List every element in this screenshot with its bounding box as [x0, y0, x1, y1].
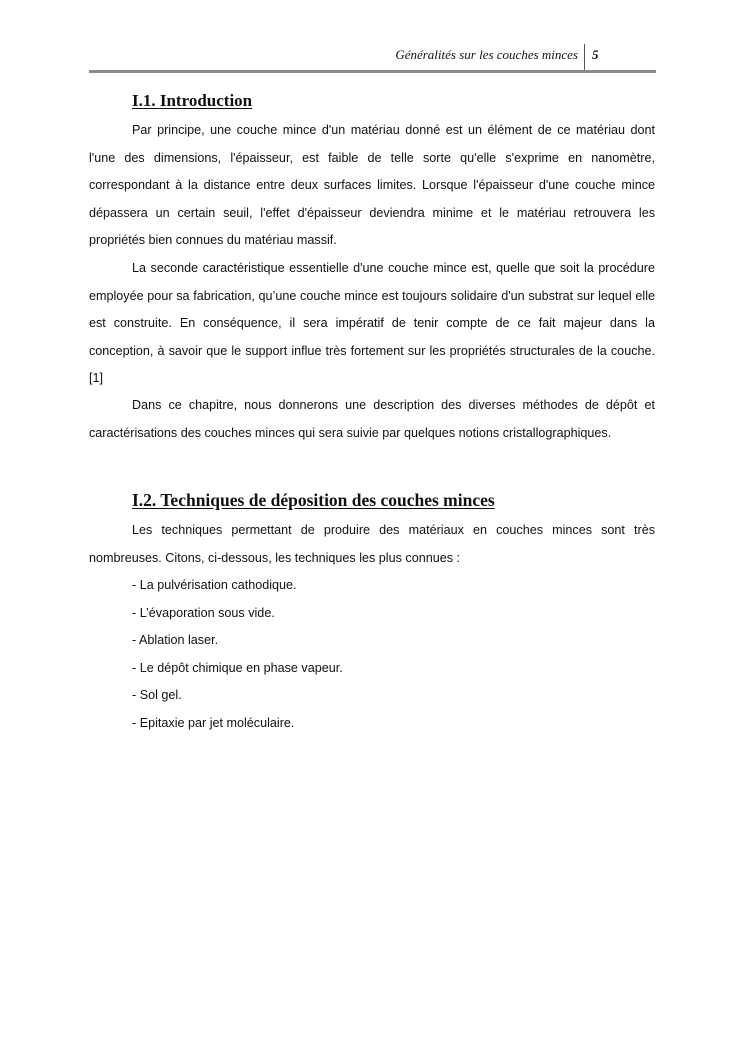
- header-separator: [584, 44, 585, 71]
- list-item: - Sol gel.: [132, 688, 182, 702]
- header-title: Généralités sur les couches minces: [395, 47, 578, 62]
- list-item: - Ablation laser.: [132, 633, 219, 647]
- list-item: - La pulvérisation cathodique.: [132, 578, 297, 592]
- list-item: - Le dépôt chimique en phase vapeur.: [132, 660, 343, 675]
- header-rule: [89, 70, 656, 73]
- paragraph: Par principe, une couche mince d'un matériau donné est un élément de ce matériau dont l'une des dimensions, l'épaisseur, est faible de telle sorte qu'elle s'exprime en nanomètre, correspondant à la distance entre deux surfaces limites. Lorsque l'épaisseur d'une couche mince dépassera un certain seuil, l'effet d'épaisseur deviendra minime et le matériau retrouvera les propriétés bien connues du matériau massif.: [89, 123, 655, 248]
- section-heading-techniques: I.2. Techniques de déposition des couches minces: [132, 490, 495, 510]
- paragraph: La seconde caractéristique essentielle d'une couche mince est, quelle que soit la procédure employée pour sa fabrication, qu’une couche mince est toujours solidaire d'un substrat sur lequel elle est construite. En conséquence, il sera impératif de tenir compte de ce fait majeur dans la conception, à savoir que le support influe très fortement sur les propriétés structurales de la couche. [1]: [89, 261, 655, 386]
- list-item: - L’évaporation sous vide.: [132, 605, 275, 620]
- section-heading-introduction: I.1. Introduction: [132, 91, 253, 110]
- paragraph: Les techniques permettant de produire des matériaux en couches minces sont très nombreuses. Citons, ci-dessous, les techniques les plus connues :: [89, 523, 655, 565]
- list-item: - Epitaxie par jet moléculaire.: [132, 715, 295, 730]
- paragraph: Dans ce chapitre, nous donnerons une description des diverses méthodes de dépôt et caractérisations des couches minces qui sera suivie par quelques notions cristallographiques.: [89, 398, 655, 440]
- techniques-list: [132, 572, 343, 737]
- page-number: 5: [592, 47, 599, 62]
